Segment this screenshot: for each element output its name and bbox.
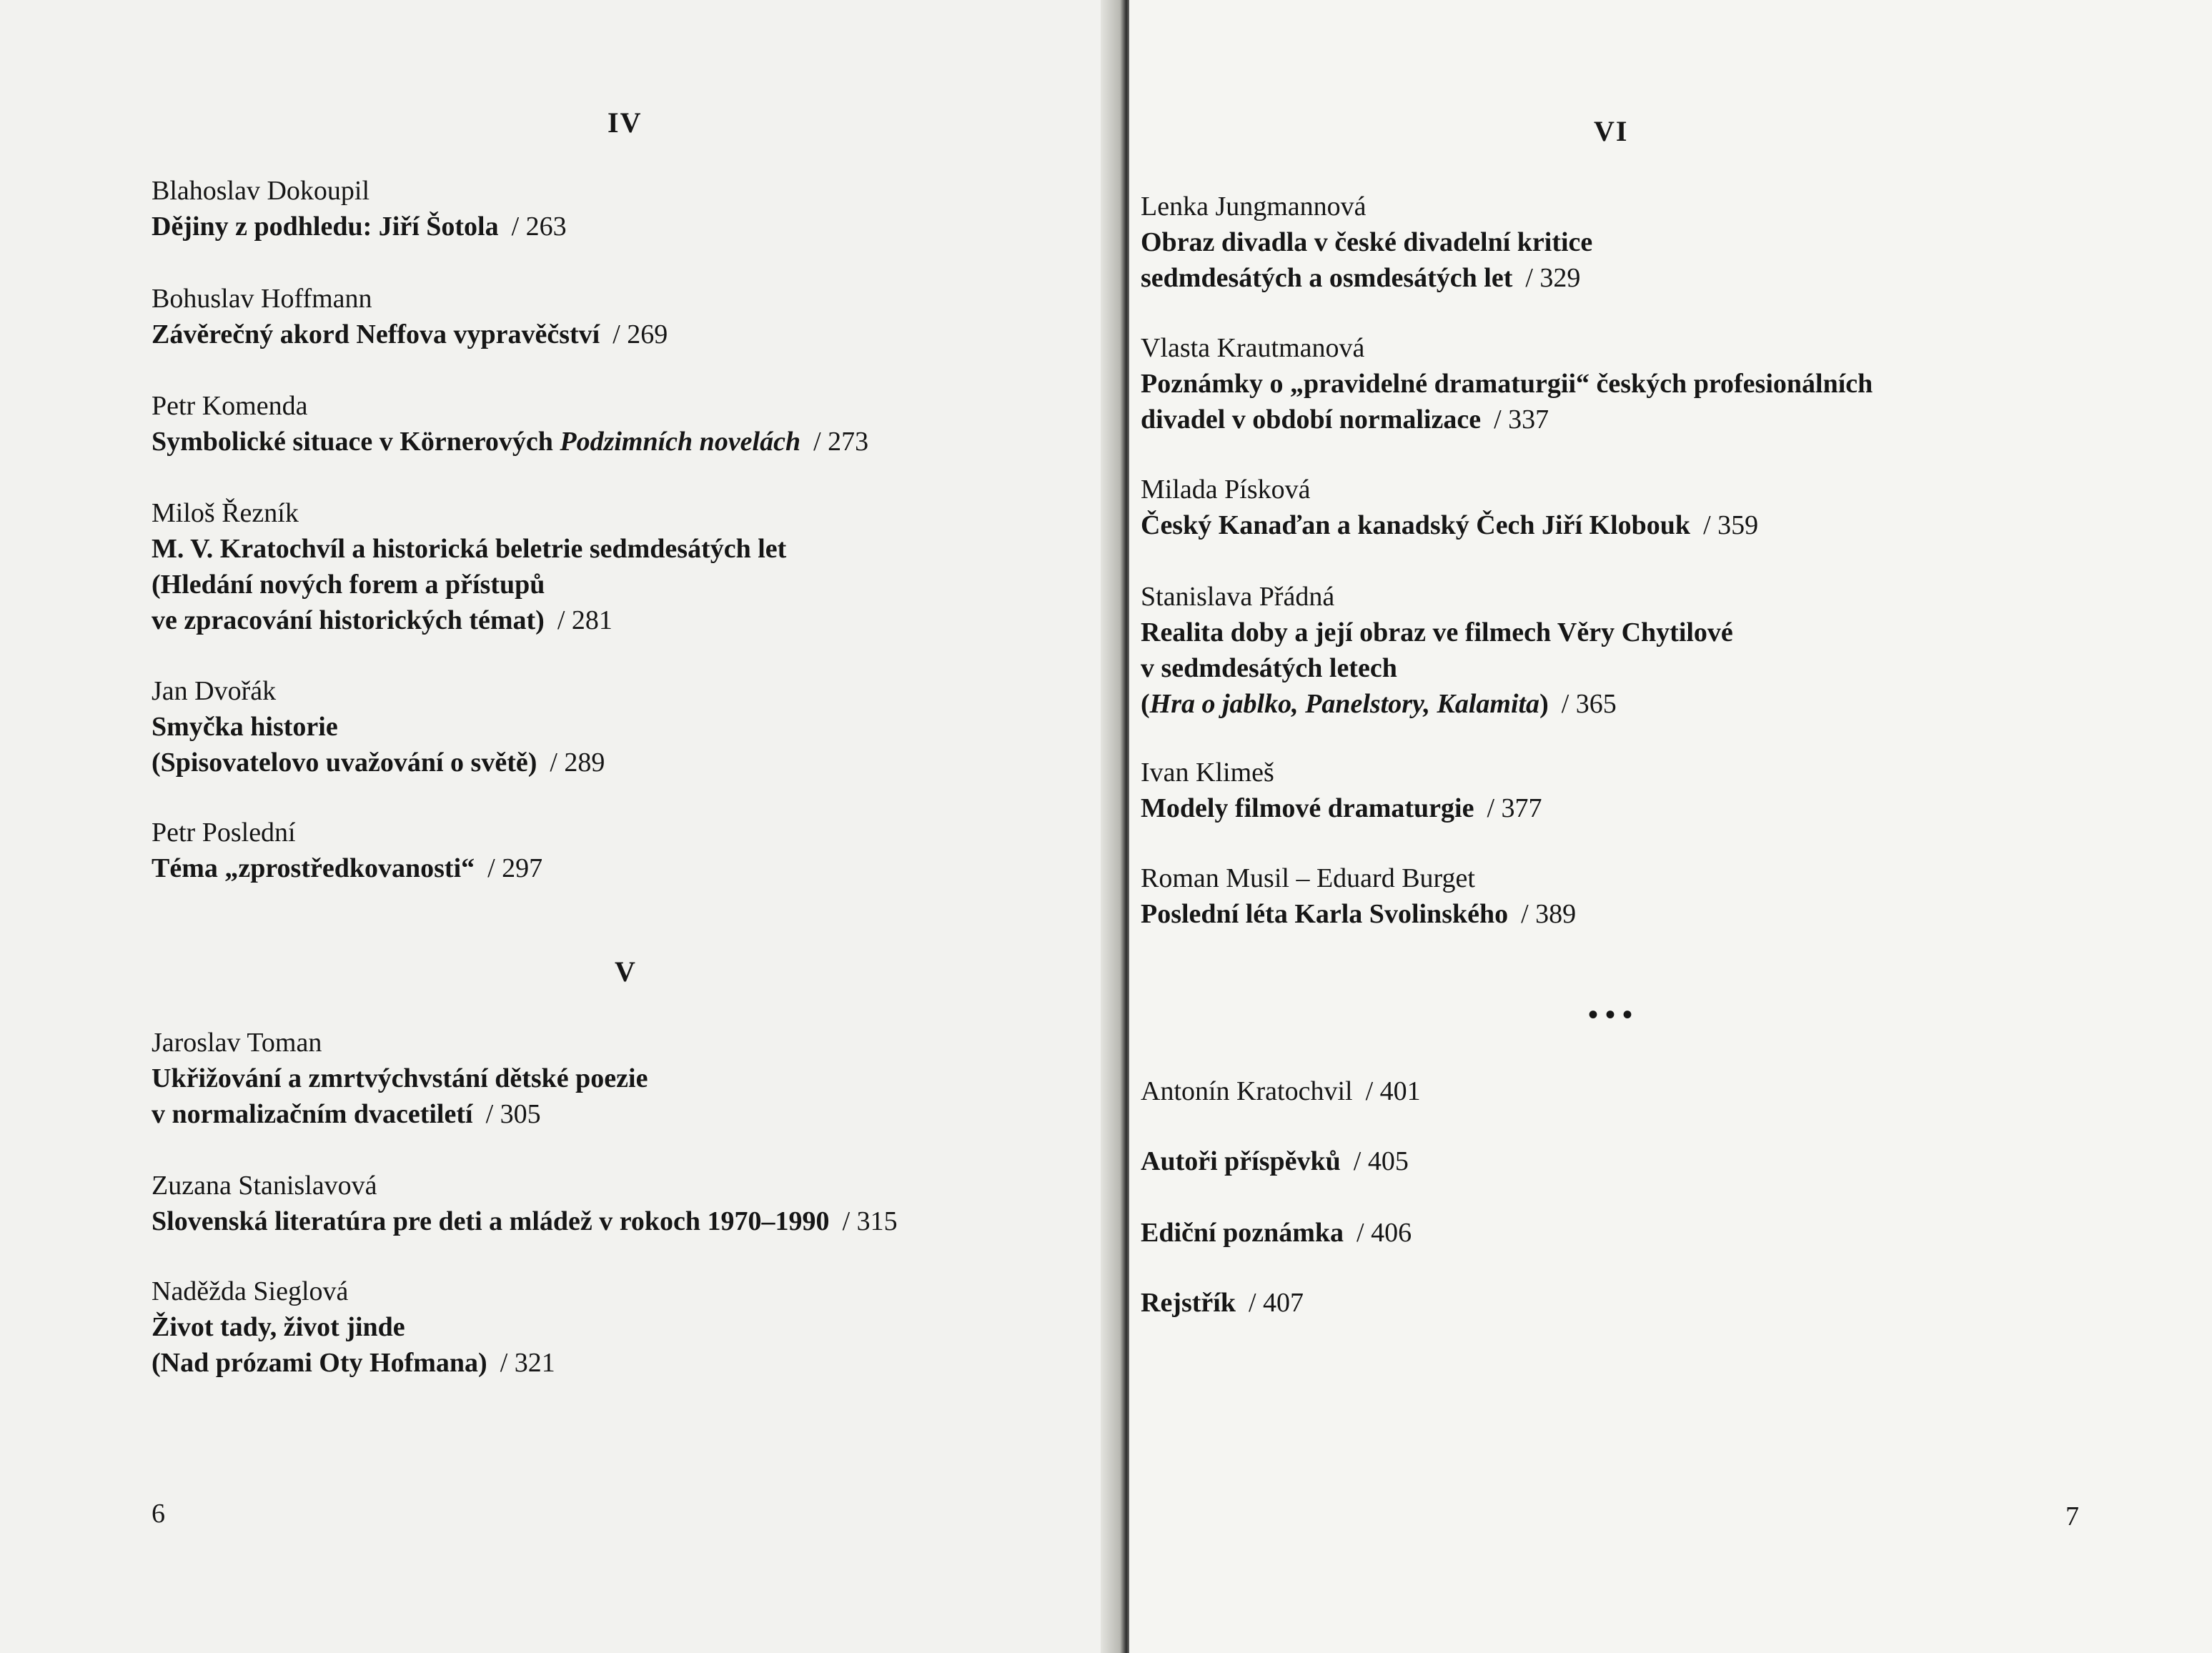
entry-page-ref: / 406 [1357, 1218, 1412, 1248]
entry-title-line: (Spisovatelovo uvažování o světě) / 289 [152, 748, 605, 778]
entry-author: Bohuslav Hoffmann [152, 284, 372, 314]
entry-title-line: divadel v období normalizace / 337 [1141, 404, 1549, 435]
entry-title: Symbolické situace v Körnerových Podzimních novelách / 273 [152, 427, 869, 457]
entry-page-ref: / 329 [1525, 263, 1581, 293]
page-number: 6 [152, 1499, 165, 1529]
toc-entry [152, 1025, 648, 1132]
entry-title-line: Život tady, život jinde [152, 1312, 405, 1342]
entry-page-ref: / 365 [1561, 689, 1617, 719]
toc-entry [1141, 860, 1576, 932]
toc-entry [1141, 189, 1592, 296]
entry-page-ref: / 315 [842, 1206, 898, 1236]
entry-page-ref: / 337 [1494, 404, 1549, 435]
entry-title-line: Realita doby a její obraz ve filmech Věry Chytilové [1141, 617, 1733, 647]
entry-title: Poslední léta Karla Svolinského / 389 [1141, 899, 1577, 929]
entry-title-line: M. V. Kratochvíl a historická beletrie sedmdesátých let [152, 534, 787, 564]
entry-author: Lenka Jungmannová [1141, 192, 1367, 222]
entry-title: Dějiny z podhledu: Jiří Šotola / 263 [152, 212, 567, 242]
section-heading-iv: IV [607, 106, 643, 139]
entry-title-line: (Hledání nových forem a přístupů [152, 570, 545, 600]
toc-entry [152, 281, 668, 352]
entry-page-ref: / 389 [1521, 899, 1577, 929]
entry-author: Naděžda Sieglová [152, 1276, 349, 1306]
entry-title: Slovenská literatúra pre deti a mládež v rokoch 1970–1990 / 315 [152, 1206, 898, 1236]
entry-page-ref: / 359 [1703, 510, 1759, 540]
entry-author: Miloš Řezník [152, 498, 299, 528]
entry-title-line: Ukřižování a zmrtvýchvstání dětské poezie [152, 1063, 648, 1093]
toc-entry [152, 173, 567, 244]
toc-entry [152, 1168, 898, 1239]
section-heading-vi: VI [1594, 115, 1629, 147]
entry-title-line: Poznámky o „pravidelné dramaturgii“ českých profesionálních [1141, 369, 1873, 399]
entry-title: Závěrečný akord Neffova vypravěčství / 269 [152, 319, 668, 349]
entry-page-ref: / 321 [500, 1348, 555, 1378]
page-number: 7 [2065, 1501, 2079, 1532]
entry-title: Český Kanaďan a kanadský Čech Jiří Klobouk / 359 [1141, 510, 1759, 540]
entry-page-ref: / 305 [485, 1099, 541, 1129]
entry-title-line: v normalizačním dvacetiletí / 305 [152, 1099, 541, 1129]
entry-title-line: (Hra o jablko, Panelstory, Kalamita) / 365 [1141, 689, 1617, 719]
entry-author: Roman Musil – Eduard Burget [1141, 863, 1475, 893]
toc-entry [152, 495, 786, 638]
section-heading-v: V [615, 955, 637, 988]
appendix-entry: Rejstřík / 407 [1141, 1288, 1304, 1318]
entry-title-line: (Nad prózami Oty Hofmana) / 321 [152, 1348, 555, 1378]
entry-title-italic: Hra o jablko, Panelstory, Kalamita [1149, 689, 1540, 719]
entry-author: Milada Písková [1141, 475, 1311, 505]
toc-entry [1141, 330, 1873, 437]
entry-page-ref: / 289 [550, 748, 605, 778]
entry-author: Petr Poslední [152, 818, 296, 848]
toc-entry [1141, 579, 1733, 722]
entry-author: Blahoslav Dokoupil [152, 176, 370, 206]
entry-title: Modely filmové dramaturgie / 377 [1141, 793, 1542, 823]
entry-page-ref: / 401 [1365, 1076, 1421, 1106]
entry-page-ref: / 297 [487, 853, 543, 883]
section-separator: ••• [1588, 998, 1640, 1031]
entry-title-line: Smyčka historie [152, 712, 338, 742]
toc-entry [152, 1274, 555, 1381]
entry-page-ref: / 269 [612, 319, 668, 349]
entry-page-ref: / 263 [511, 212, 567, 242]
entry-page-ref: / 407 [1248, 1288, 1304, 1318]
entry-title-italic: Podzimních novelách [560, 427, 801, 457]
entry-title: Téma „zprostředkovanosti“ / 297 [152, 853, 543, 883]
entry-page-ref: / 273 [813, 427, 869, 457]
entry-author: Zuzana Stanislavová [152, 1171, 377, 1201]
entry-page-ref: / 281 [557, 605, 612, 635]
toc-entry [152, 673, 605, 780]
toc-entry [1141, 755, 1542, 826]
entry-title-line: sedmdesátých a osmdesátých let / 329 [1141, 263, 1581, 293]
entry-title-line: v sedmdesátých letech [1141, 653, 1397, 683]
toc-entry [152, 388, 868, 460]
appendix-entry: Ediční poznámka / 406 [1141, 1218, 1412, 1248]
toc-entry [1141, 472, 1758, 543]
entry-author: Ivan Klimeš [1141, 758, 1274, 788]
entry-page-ref: / 377 [1487, 793, 1542, 823]
entry-title-line: Obraz divadla v české divadelní kritice [1141, 227, 1593, 257]
entry-title-line: ve zpracování historických témat) / 281 [152, 605, 612, 635]
appendix-entry: Autoři příspěvků / 405 [1141, 1146, 1409, 1176]
entry-author: Jaroslav Toman [152, 1028, 322, 1058]
appendix-entry: Antonín Kratochvil / 401 [1141, 1076, 1421, 1106]
entry-author: Vlasta Krautmanová [1141, 333, 1365, 363]
entry-page-ref: / 405 [1353, 1146, 1409, 1176]
entry-author: Stanislava Přádná [1141, 582, 1335, 612]
entry-author: Petr Komenda [152, 391, 308, 421]
toc-entry [152, 815, 542, 886]
entry-author: Jan Dvořák [152, 676, 277, 706]
right-page [1129, 0, 2212, 1653]
